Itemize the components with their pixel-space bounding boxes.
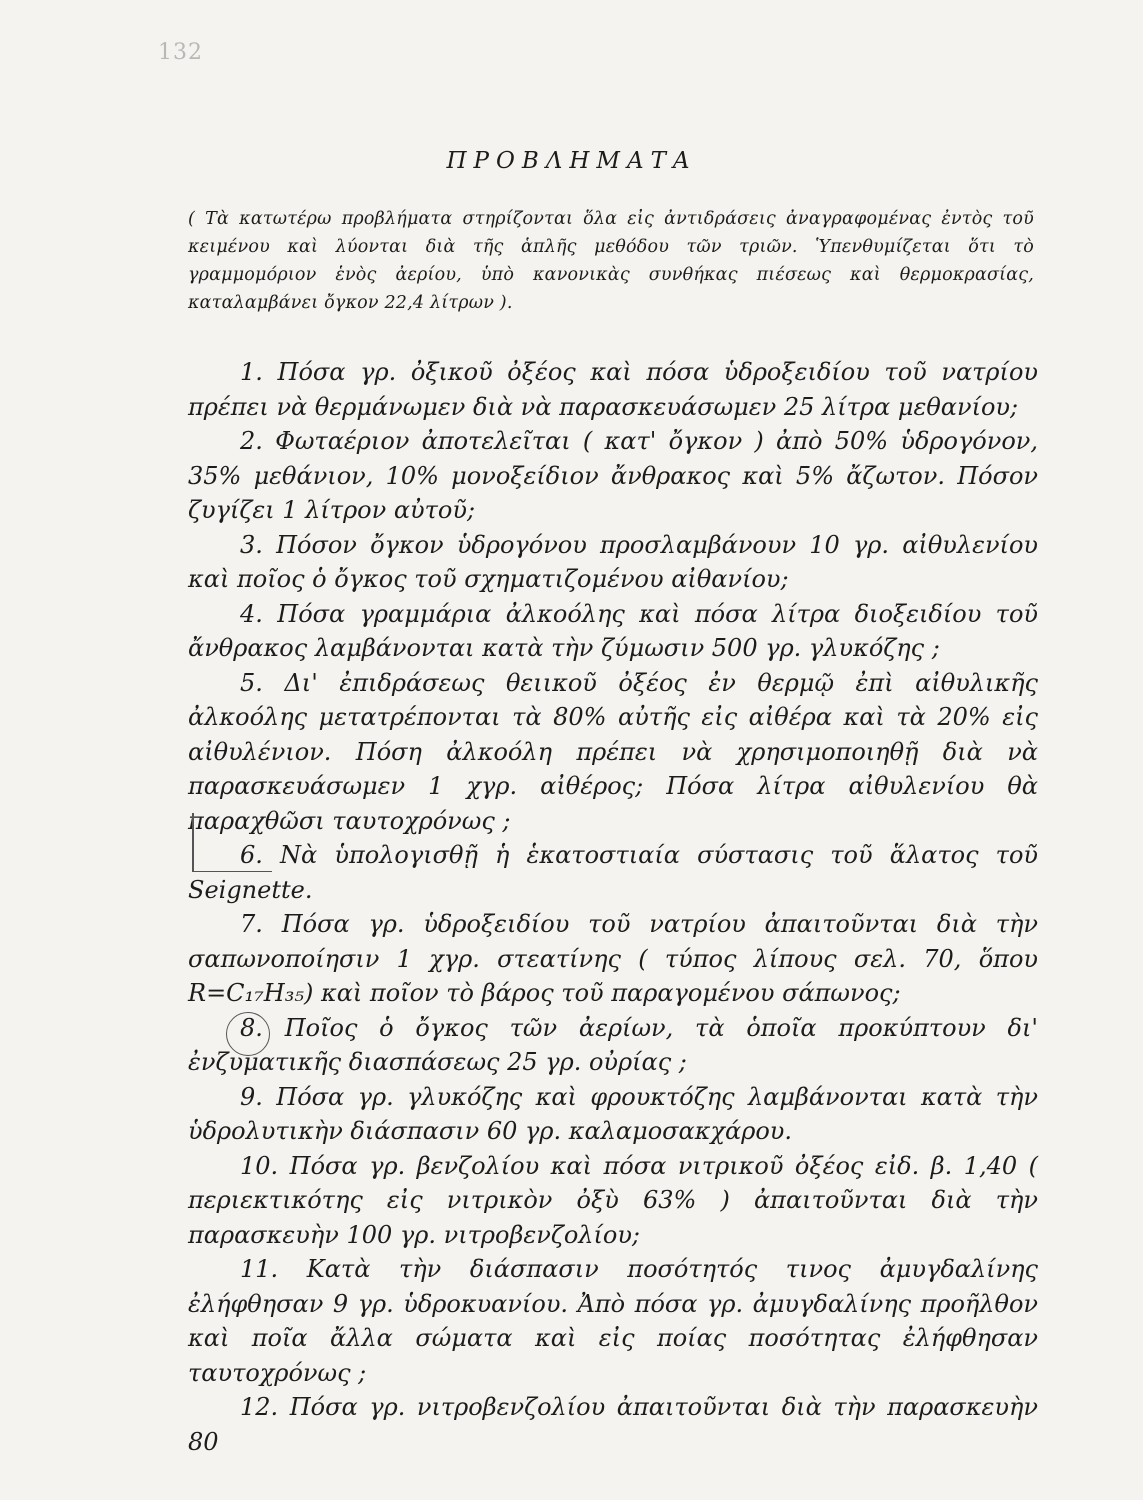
- problem-text: Πόσα γρ. νιτροβενζολίου ἀπαιτοῦνται διὰ τὴν παρασκευὴν 80: [188, 1393, 1038, 1456]
- problem-text: Πόσα γρ. βενζολίου καὶ πόσα νιτρικοῦ ὀξέος εἰδ. β. 1,40 ( περιεκτικότης εἰς νιτρικὸν ὀξὺ 63% ) ἀπαιτοῦνται διὰ τὴν παρασκευὴν 100 γρ. νιτροβενζολίου;: [188, 1151, 1038, 1249]
- problem-number: 11.: [240, 1255, 279, 1283]
- problem-text: Πόσα γραμμάρια ἀλκοόλης καὶ πόσα λίτρα διοξειδίου τοῦ ἄνθρακος λαμβάνονται κατὰ τὴν ζύμωσιν 500 γρ. γλυκόζης ;: [188, 599, 1038, 662]
- pencil-bracket-mark: [192, 813, 272, 872]
- problem-text: Πόσα γρ. γλυκόζης καὶ φρουκτόζης λαμβάνονται κατὰ τὴν ὑδρολυτικὴν διάσπασιν 60 γρ. καλαμοσακχάρου.: [188, 1082, 1038, 1145]
- preface-note: ( Τὰ κατωτέρω προβλήματα στηρίζονται ὅλα εἰς ἀντιδράσεις ἀναγραφομένας ἐντὸς τοῦ κειμένου καὶ λύονται διὰ τῆς ἁπλῆς μεθόδου τῶν τριῶν. Ὑπενθυμίζεται ὅτι τὸ γραμμομόριον ἑνὸς ἀερίου, ὑπὸ κανονικὰς συνθήκας πιέσεως καὶ θερμοκρασίας, καταλαμβάνει ὄγκον 22,4 λίτρων ).: [188, 209, 1034, 313]
- problem-number: 9.: [240, 1082, 263, 1111]
- problem-item: [188, 666, 1038, 839]
- problem-text: Πόσα γρ. ὀξικοῦ ὀξέος καὶ πόσα ὑδροξειδίου τοῦ νατρίου πρέπει νὰ θερμάνωμεν διὰ νὰ παρασκευάσωμεν 25 λίτρα μεθανίου;: [188, 358, 1038, 421]
- problem-item: [188, 907, 1038, 1011]
- problem-text: Νὰ ὑπολογισθῇ ἡ ἑκατοστιαία σύστασις τοῦ ἅλατος τοῦ Seignette.: [188, 841, 1038, 904]
- problem-number: 4.: [240, 599, 263, 628]
- problem-item: [188, 528, 1038, 597]
- problem-text: Πόσα γρ. ὑδροξειδίου τοῦ νατρίου ἀπαιτοῦνται διὰ τὴν σαπωνοποίησιν 1 χγρ. στεατίνης ( τύπος λίπους σελ. 70, ὅπου R=C₁₇H₃₅) καὶ ποῖον τὸ βάρος τοῦ παραγομένου σάπωνος;: [188, 910, 1038, 1007]
- problem-number: 12.: [240, 1393, 279, 1421]
- problem-item: [188, 355, 1038, 424]
- problem-item: [188, 1011, 1038, 1080]
- problem-text: Φωταέριον ἀποτελεῖται ( κατ' ὄγκον ) ἀπὸ 50% ὑδρογόνον, 35% μεθάνιον, 10% μονοξείδιον ἄνθρακος καὶ 5% ἄζωτον. Πόσον ζυγίζει 1 λίτρον αὐτοῦ;: [188, 427, 1039, 524]
- problem-number: 8.: [240, 1013, 263, 1042]
- problem-number: 3.: [240, 530, 263, 559]
- problem-text: Ποῖος ὁ ὄγκος τῶν ἀερίων, τὰ ὁποῖα προκύπτουν δι' ἐνζυματικῆς διασπάσεως 25 γρ. οὐρίας ;: [188, 1013, 1038, 1076]
- problem-item: [188, 597, 1038, 666]
- problem-number: 5.: [240, 668, 263, 697]
- pencil-circle-mark: [226, 1012, 270, 1056]
- problem-number: 6.: [240, 841, 263, 869]
- problem-item: [188, 1080, 1038, 1149]
- problem-number: 7.: [240, 910, 263, 938]
- problem-number: 1.: [240, 358, 263, 386]
- problem-item: [188, 424, 1038, 528]
- problem-number: 2.: [240, 427, 263, 455]
- problem-item: [188, 838, 1038, 907]
- problem-list: [188, 355, 1038, 1459]
- problem-item: [188, 1390, 1038, 1459]
- problem-text: Πόσον ὄγκον ὑδρογόνου προσλαμβάνουν 10 γρ. αἰθυλενίου καὶ ποῖος ὁ ὄγκος τοῦ σχηματιζομένου αἰθανίου;: [188, 530, 1038, 593]
- problem-item: [188, 1149, 1038, 1253]
- page-title: ΠΡΟΒΛΗΜΑΤΑ: [446, 148, 697, 174]
- problem-text: Δι' ἐπιδράσεως θειικοῦ ὀξέος ἐν θερμῷ ἐπὶ αἰθυλικῆς ἀλκοόλης μετατρέπονται τὰ 80% αὐτῆς εἰς αἰθέρα καὶ τὰ 20% εἰς αἰθυλένιον. Πόση ἀλκοόλη πρέπει νὰ χρησιμοποιηθῇ διὰ νὰ παρασκευάσωμεν 1 χγρ. αἰθέρος; Πόσα λίτρα αἰθυλενίου θὰ παραχθῶσι ταυτοχρόνως ;: [188, 668, 1038, 835]
- problem-number: 10.: [240, 1151, 279, 1180]
- problem-item: [188, 1252, 1038, 1390]
- page-number: 132: [158, 40, 203, 65]
- problem-text: Κατὰ τὴν διάσπασιν ποσότητός τινος ἀμυγδαλίνης ἐλήφθησαν 9 γρ. ὑδροκυανίου. Ἀπὸ πόσα γρ. ἀμυγδαλίνης προῆλθον καὶ ποῖα ἄλλα σώματα καὶ εἰς ποίας ποσότητας ἐλήφθησαν ταυτοχρόνως ;: [188, 1255, 1039, 1387]
